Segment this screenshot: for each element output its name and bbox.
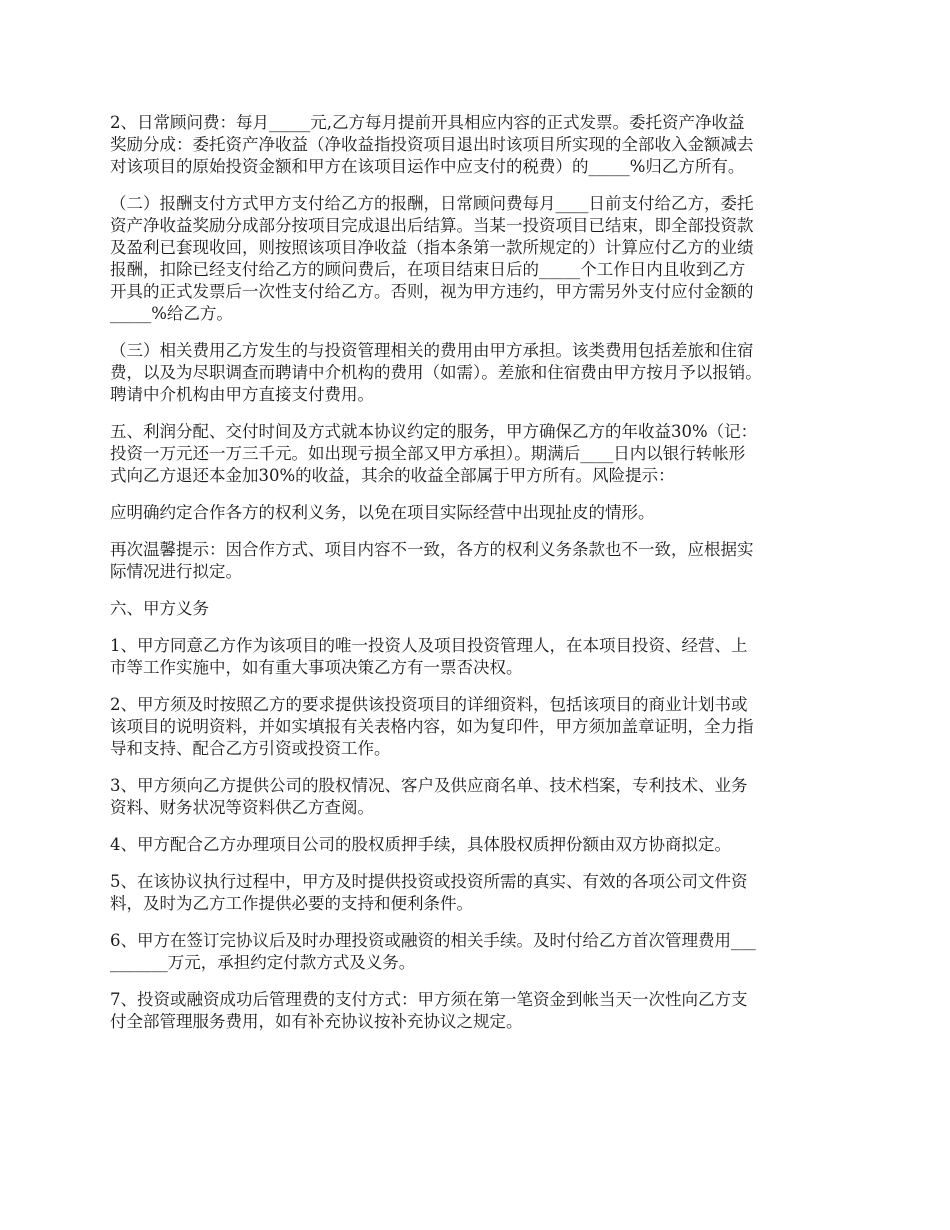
- document-page: [110, 112, 850, 1048]
- paragraph-related-expenses: （三）相关费用乙方发生的与投资管理相关的费用由甲方承担。该类费用包括差旅和住宿 费，以及为尽职调查而聘请中介机构的费用（如需）。差旅和住宿费由甲方按月予以报销。 聘请中介机构由甲方直接支付费用。: [110, 341, 762, 404]
- paragraph-obligation-5: 5、在该协议执行过程中，甲方及时提供投资或投资所需的真实、有效的各项公司文件资 料，及时为乙方工作提供必要的支持和便利条件。: [110, 872, 748, 913]
- paragraph-obligation-2: 2、甲方须及时按照乙方的要求提供该投资项目的详细资料，包括该项目的商业计划书或 该项目的说明资料，并如实填报有关表格内容，如为复印件，甲方须加盖章证明，全力指 导和支持、配合乙方引资或投资工作。: [110, 695, 754, 758]
- paragraph-profit-distribution: 五、利润分配、交付时间及方式就本协议约定的服务，甲方确保乙方的年收益30%（记： 投资一万元还一万三千元。如出现亏损全部又甲方承担）。期满后____日内以银行转帐形 式向乙方退还本金加30%的收益，其余的收益全部属于甲方所有。风险提示：: [110, 422, 758, 485]
- paragraph-reminder: 再次温馨提示：因合作方式、项目内容不一致，各方的权利义务条款也不一致，应根据实 际情况进行拟定。: [110, 540, 754, 581]
- paragraph-obligation-1: 1、甲方同意乙方作为该项目的唯一投资人及项目投资管理人，在本项目投资、经营、上 市等工作实施中，如有重大事项决策乙方有一票否决权。: [110, 636, 748, 677]
- paragraph-obligation-4: 4、甲方配合乙方办理项目公司的股权质押手续，具体股权质押份额由双方协商拟定。: [110, 835, 731, 854]
- paragraph-obligation-3: 3、甲方须向乙方提供公司的股权情况、客户及供应商名单、技术档案，专利技术、业务 资料、财务状况等资料供乙方查阅。: [110, 776, 748, 817]
- paragraph-obligation-6: 6、甲方在签订完协议后及时办理投资或融资的相关手续。及时付给乙方首次管理费用___ _______万元，承担约定付款方式及义务。: [110, 931, 756, 972]
- paragraph-payment-method: （二）报酬支付方式甲方支付给乙方的报酬，日常顾问费每月____日前支付给乙方，委托 资产净收益奖励分成部分按项目完成退出后结算。当某一投资项目已结束，即全部投资款 及盈利已套现收回，则按照该项目净收益（指本条第一款所规定的）计算应付乙方的业绩 报酬，扣除已经支付给乙方的顾问费后，在项目结束日后的_____个工作日内且收到乙方 开具的正式发票后一次性支付给乙方。否则，视为甲方违约，甲方需另外支付应付金额的 _____%给乙方。: [110, 194, 754, 323]
- paragraph-obligation-7: 7、投资或融资成功后管理费的支付方式：甲方须在第一笔资金到帐当天一次性向乙方支 付全部管理服务费用，如有补充协议按补充协议之规定。: [110, 990, 748, 1031]
- paragraph-risk-note: 应明确约定合作各方的权利义务，以免在项目实际经营中出现扯皮的情形。: [110, 503, 655, 522]
- paragraph-daily-advisory-fee: 2、日常顾问费：每月_____元,乙方每月提前开具相应内容的正式发票。委托资产净收益 奖励分成：委托资产净收益（净收益指投资项目退出时该项目所实现的全部收入金额减去 对该项目的原始投资金额和甲方在该项目运作中应支付的税费）的_____%归乙方所有。: [110, 113, 754, 176]
- section-heading-party-a-obligations: 六、甲方义务: [110, 599, 209, 618]
